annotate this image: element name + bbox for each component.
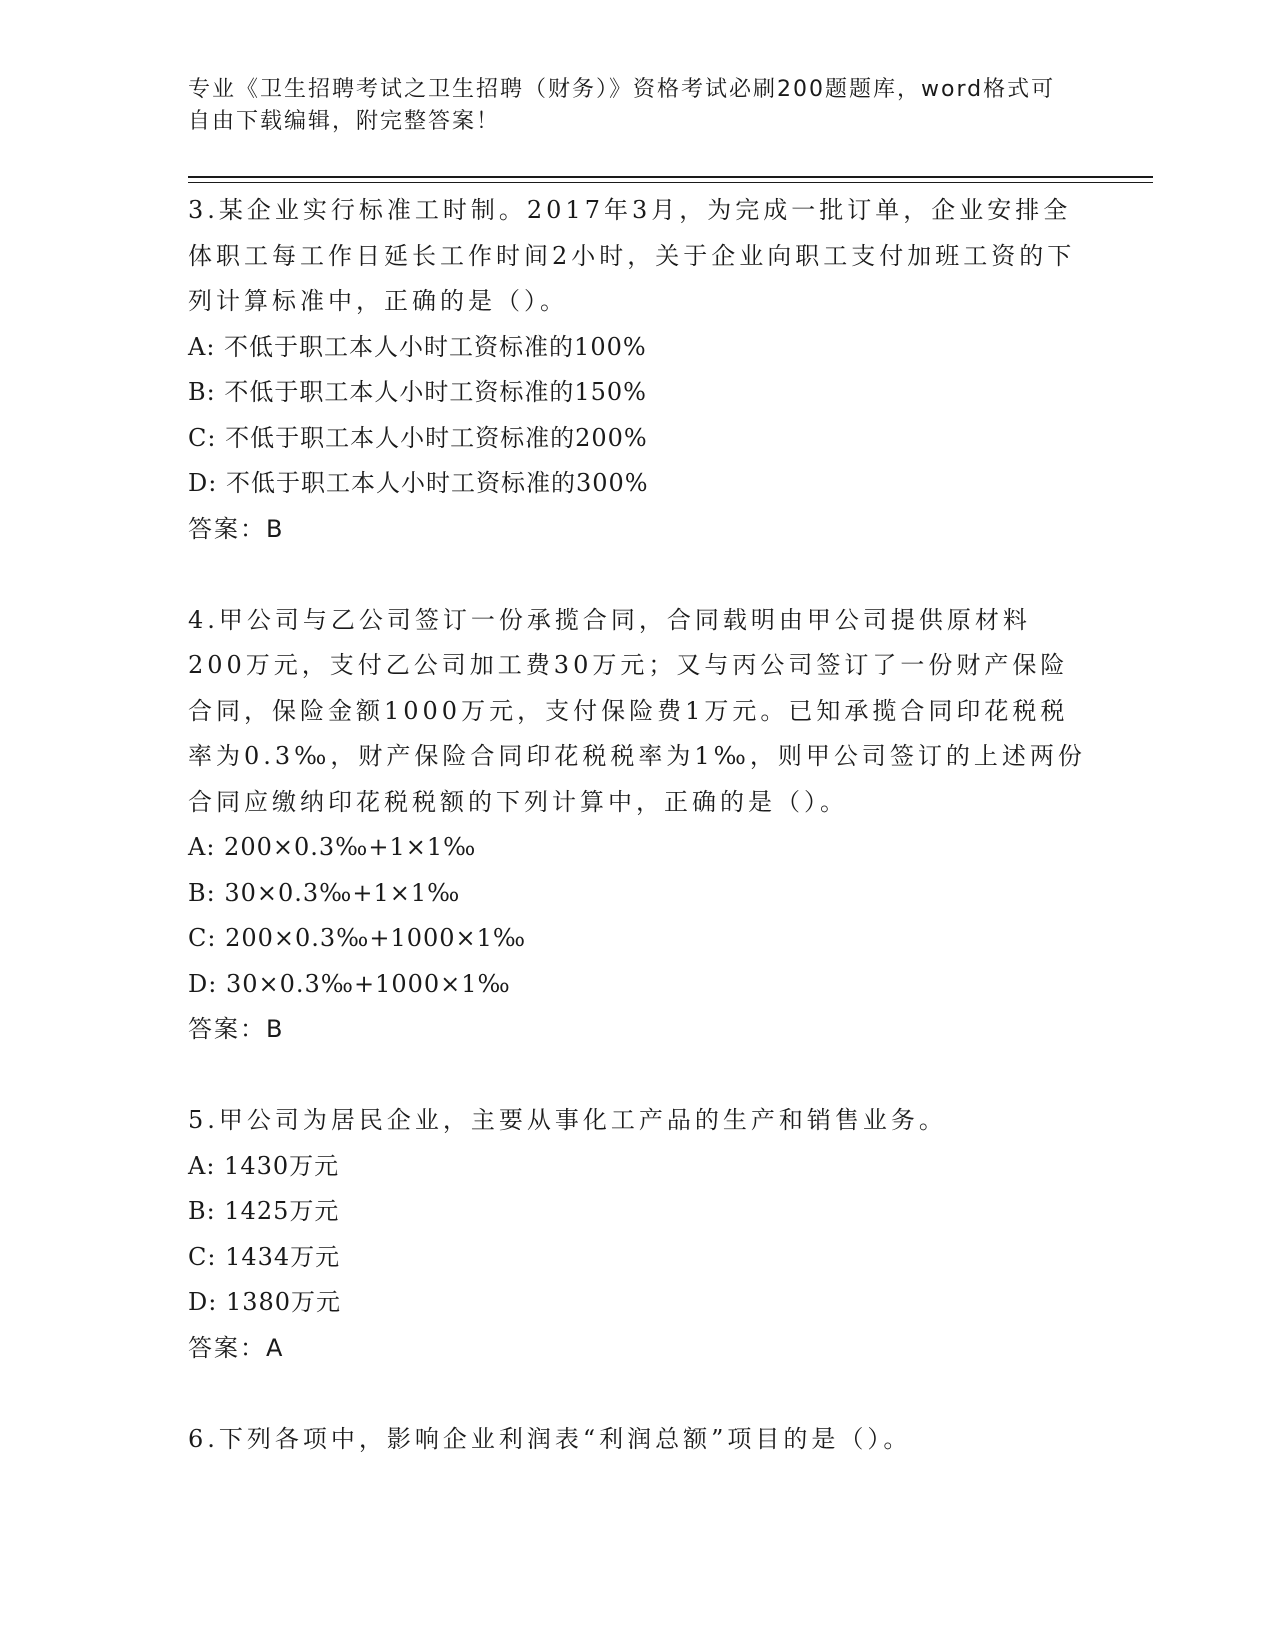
option-d: D: 30×0.3‰+1000×1‰: [188, 969, 511, 998]
option-c: C: 200×0.3‰+1000×1‰: [188, 924, 527, 952]
answer: 答案：B: [188, 514, 285, 543]
option-c: C: 不低于职工本人小时工资标准的200%: [188, 423, 648, 452]
question-6: [188, 1417, 1088, 1463]
question-3: [188, 188, 1088, 552]
question-5: [188, 1098, 1088, 1371]
question-list: [188, 188, 1088, 1462]
header-divider-thin: [188, 182, 1153, 183]
header-divider-thick: [188, 176, 1153, 178]
answer: 答案：A: [188, 1333, 285, 1362]
spacer: [188, 1053, 1088, 1099]
option-b: B: 1425万元: [188, 1197, 340, 1225]
question-4: [188, 598, 1088, 1053]
option-a: A: 200×0.3‰+1×1‰: [188, 833, 477, 861]
question-text: 6.下列各项中，影响企业利润表“利润总额”项目的是（）。: [188, 1424, 912, 1453]
option-a: A: 不低于职工本人小时工资标准的100%: [188, 332, 647, 361]
spacer: [188, 552, 1088, 598]
option-d: D: 1380万元: [188, 1288, 342, 1316]
question-text: 3.某企业实行标准工时制。2017年3月，为完成一批订单，企业安排全体职工每工作日延长工作时间2小时，关于企业向职工支付加班工资的下列计算标准中，正确的是（）。: [188, 196, 1076, 315]
option-d: D: 不低于职工本人小时工资标准的300%: [188, 469, 649, 497]
question-text: 4.甲公司与乙公司签订一份承揽合同，合同载明由甲公司提供原材料200万元，支付乙公司加工费30万元；又与丙公司签订了一份财产保险合同，保险金额1000万元，支付保险费1万元。已知承揽合同印花税税率为0.3‰，财产保险合同印花税税率为1‰，则甲公司签订的上述两份合同应缴纳印花税税额的下列计算中，正确的是（）。: [188, 605, 1086, 816]
question-text: 5.甲公司为居民企业，主要从事化工产品的生产和销售业务。: [188, 1106, 947, 1134]
spacer: [188, 1371, 1088, 1417]
option-a: A: 1430万元: [188, 1151, 340, 1180]
option-b: B: 不低于职工本人小时工资标准的150%: [188, 378, 647, 406]
document-header: 专业《卫生招聘考试之卫生招聘（财务）》资格考试必刷200题题库，word格式可自由下载编辑，附完整答案！: [188, 77, 1056, 134]
option-b: B: 30×0.3‰+1×1‰: [188, 878, 461, 907]
answer: 答案：B: [188, 1015, 285, 1043]
option-c: C: 1434万元: [188, 1242, 341, 1271]
